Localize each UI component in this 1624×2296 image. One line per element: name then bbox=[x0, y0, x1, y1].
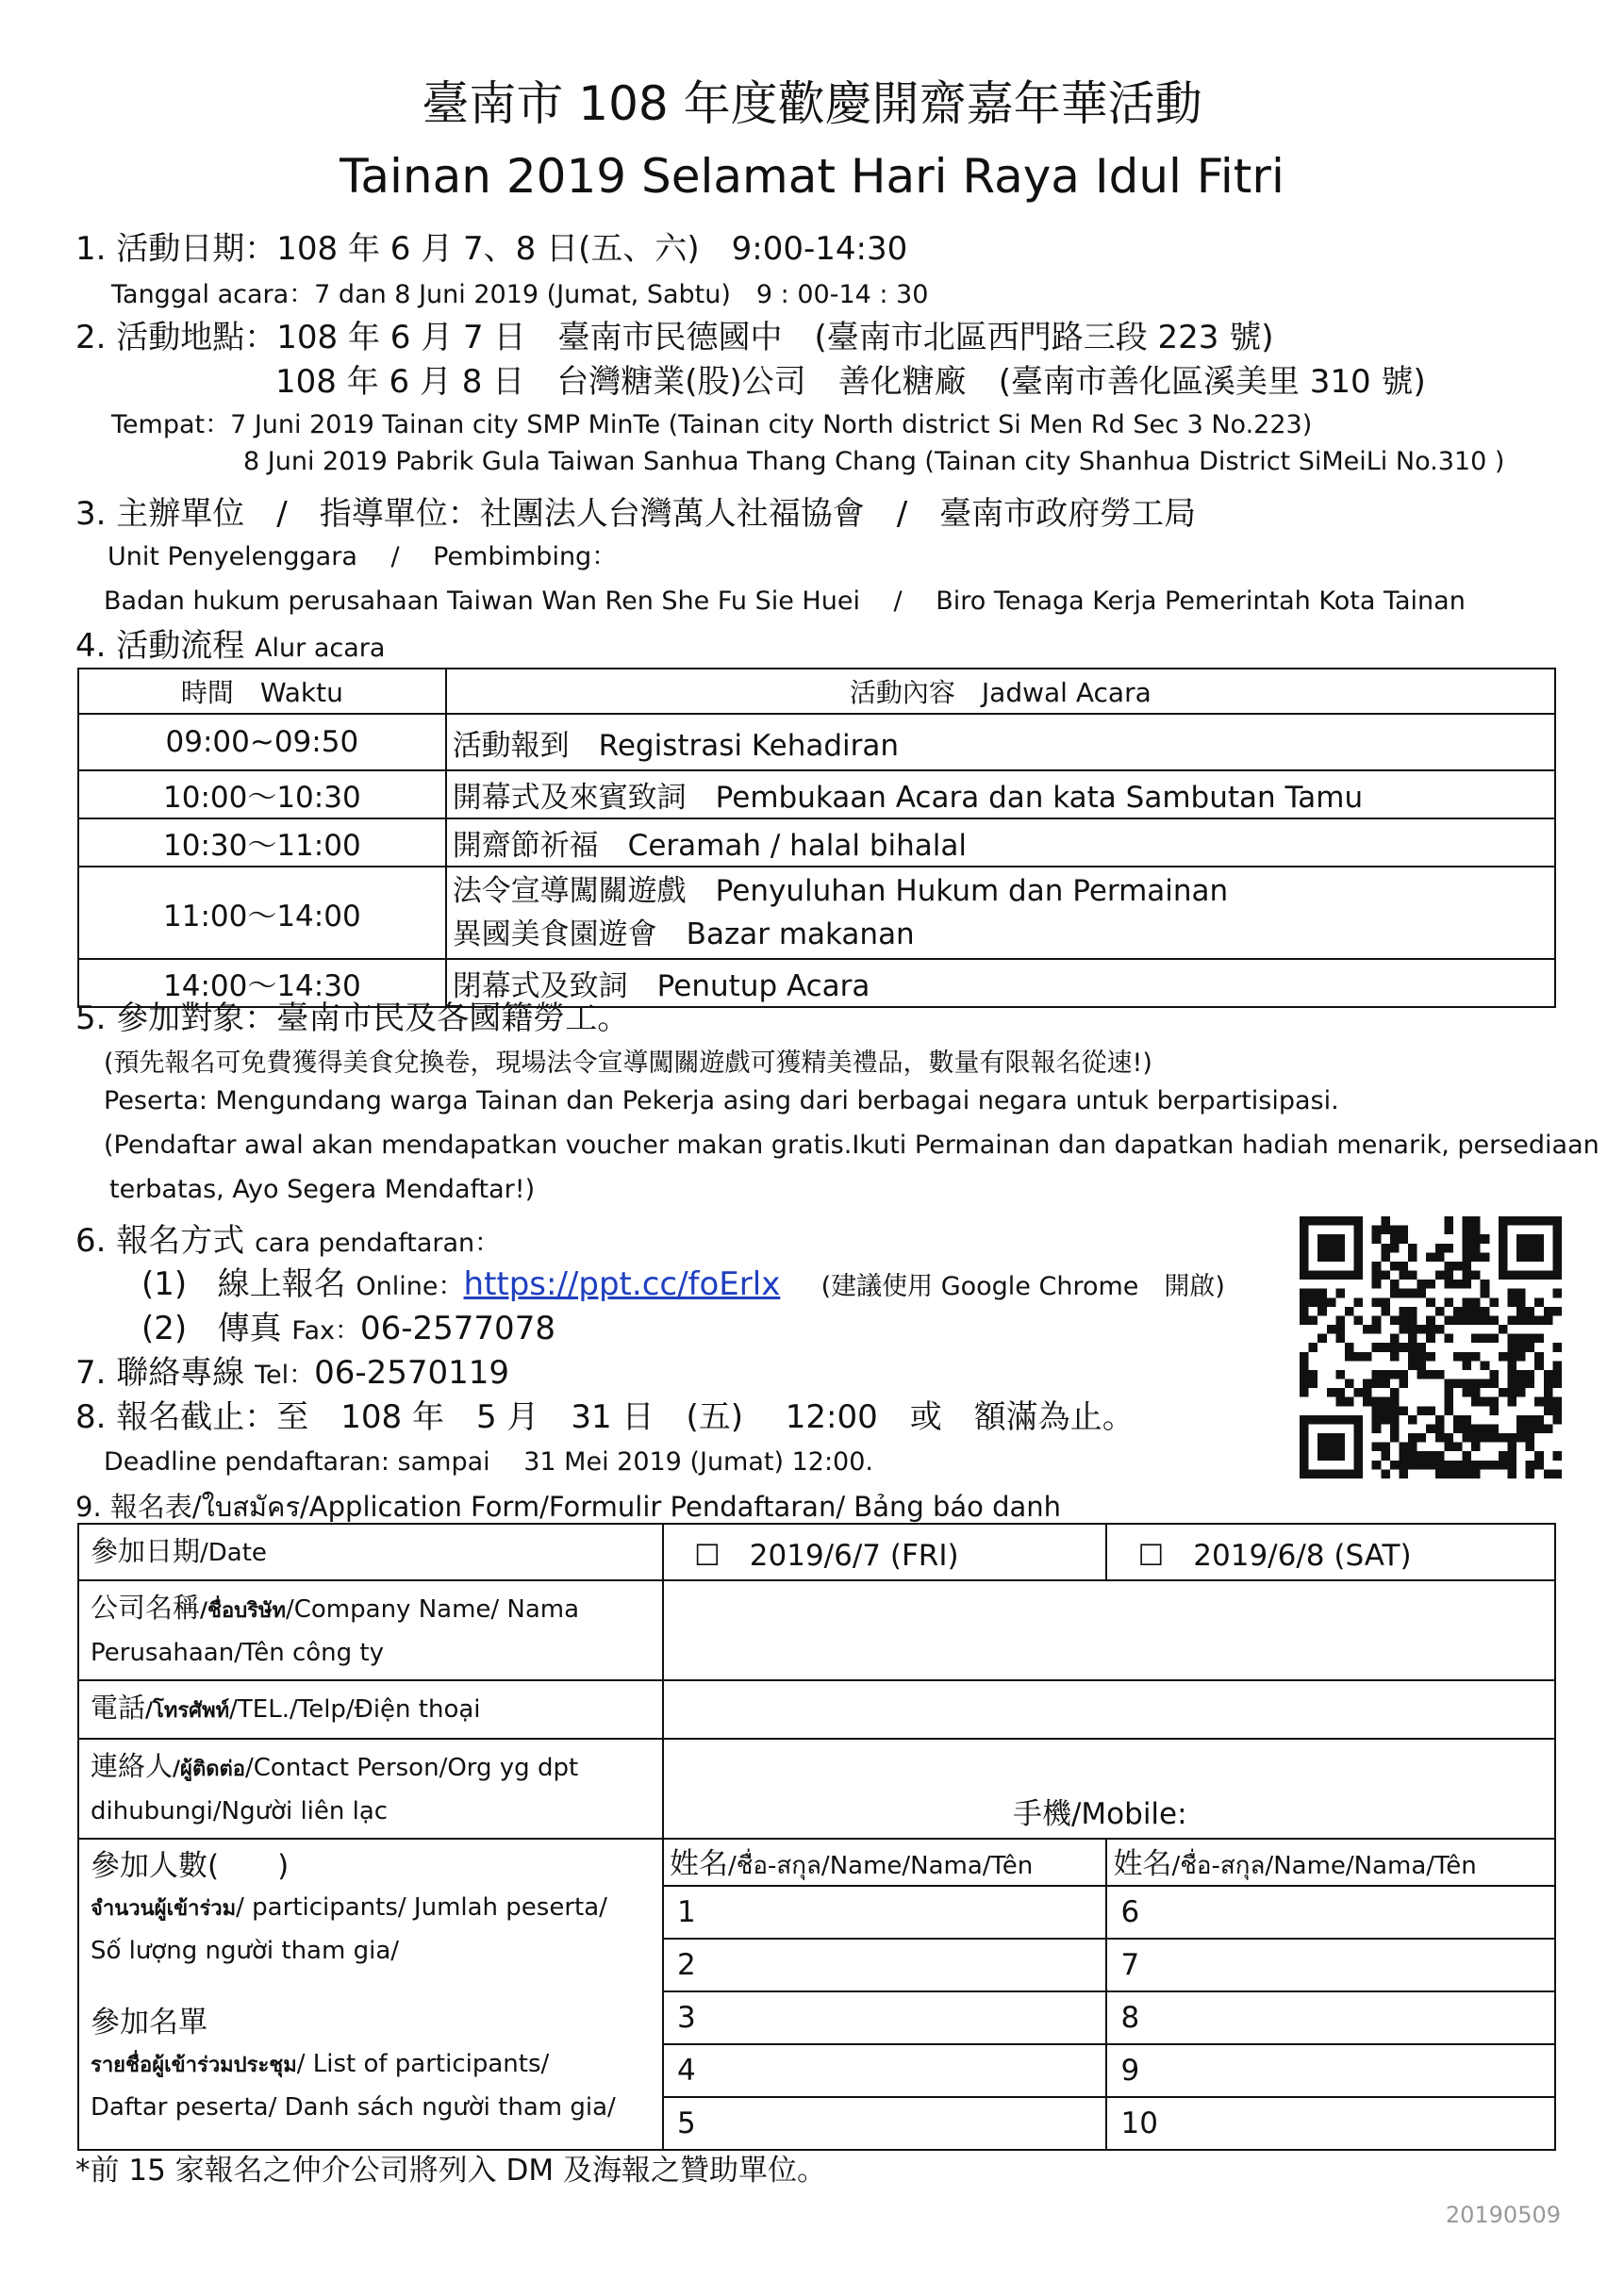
tel-label-en: /TEL./Telp/Điện thoại bbox=[229, 1695, 481, 1724]
company-label-line-2: Perusahaan/Tên công ty bbox=[91, 1639, 384, 1667]
participant-name-field[interactable] bbox=[663, 1886, 1107, 1939]
company-label bbox=[78, 1580, 663, 1680]
date-option-1[interactable]: ☐ 2019/6/7 (FRI) bbox=[663, 1524, 1107, 1580]
schedule-content-line-1: 法令宣導闖關遊戲 Penyuluhan Hukum dan Permainan bbox=[452, 874, 1229, 908]
sec5-participants-id-1: Peserta: Mengundang warga Tainan dan Pekerja asing dari berbagai negara untuk berpartisipasi. bbox=[104, 1086, 1339, 1115]
schedule-row bbox=[78, 770, 1555, 818]
sec3-organizer-id-1: Unit Penyelenggara / Pembimbing： bbox=[108, 542, 618, 571]
sec3-organizer-zh: 3. 主辦單位 / 指導單位：社團法人台灣萬人社福協會 / 臺南市政府勞工局 bbox=[75, 495, 1197, 533]
sec2-venue-id-1: Tempat：7 Juni 2019 Tainan city SMP MinTe (Tainan city North district Si Men Rd Sec 3 No.223) bbox=[111, 410, 1313, 439]
browser-note: (建議使用 Google Chrome 開啟) bbox=[820, 1272, 1225, 1301]
contact-label-line-1 bbox=[91, 1745, 651, 1791]
participant-number: 5 bbox=[676, 2106, 696, 2140]
sec5-participants-id-3: terbatas, Ayo Segera Mendaftar!) bbox=[109, 1175, 536, 1204]
fax-number: 06-2577078 bbox=[360, 1310, 555, 1347]
sec9-heading: 9. 報名表/ใบสมัคร/Application Form/Formulir Pendaftaran/ Bảng báo danh bbox=[75, 1491, 1062, 1523]
contact-input[interactable] bbox=[663, 1739, 1555, 1839]
list-label-zh: 參加名單 bbox=[91, 2006, 207, 2040]
option-number: (1) bbox=[141, 1265, 188, 1303]
participant-number: 2 bbox=[676, 1948, 696, 1982]
sec2-venue-id-2: 8 Juni 2019 Pabrik Gula Taiwan Sanhua Thang Chang (Tainan city Shanhua District SiMeiLi No.310 ) bbox=[243, 447, 1505, 476]
count-label-th: จำนวนผู้เข้าร่วม bbox=[91, 1897, 237, 1921]
tel-label-zh: 電話 bbox=[91, 1692, 146, 1724]
col-header-time: 時間 Waktu bbox=[78, 669, 446, 714]
qr-code-icon[interactable] bbox=[1300, 1216, 1562, 1478]
contact-label-zh: 連絡人 bbox=[91, 1750, 174, 1782]
count-label-line-2: Số lượng người tham gia/ bbox=[91, 1937, 400, 1965]
form-row-company bbox=[78, 1580, 1555, 1680]
col-header-content: 活動內容 Jadwal Acara bbox=[446, 669, 1555, 714]
application-form-table bbox=[77, 1523, 1556, 2151]
company-label-en: /Company Name/ Nama bbox=[285, 1595, 580, 1624]
sec5-participants-zh: 5. 參加對象：臺南市民及各國籍勞工。 bbox=[75, 999, 630, 1037]
participant-name-field[interactable] bbox=[663, 1939, 1107, 1991]
schedule-time: 14:00～14:30 bbox=[78, 959, 446, 1007]
contact-label bbox=[78, 1739, 663, 1839]
participant-name-field[interactable] bbox=[1106, 1939, 1555, 1991]
sec8-deadline-zh: 8. 報名截止：至 108 年 5 月 31 日 (五) 12:00 或 額滿為止。 bbox=[75, 1398, 1135, 1436]
date-label-en: /Date bbox=[200, 1539, 267, 1567]
schedule-row bbox=[78, 818, 1555, 867]
sec1-date-id: Tanggal acara：7 dan 8 Juni 2019 (Jumat, Sabtu) 9 : 00-14 : 30 bbox=[111, 280, 929, 309]
participant-name-field[interactable] bbox=[663, 1991, 1107, 2044]
participant-number: 7 bbox=[1120, 1948, 1140, 1982]
sec3-organizer-id-2: Badan hukum perusahaan Taiwan Wan Ren She Fu Sie Huei / Biro Tenaga Kerja Pemerintah Kota Tainan bbox=[104, 586, 1466, 616]
schedule-content: 閉幕式及致詞 Penutup Acara bbox=[446, 959, 1555, 1007]
schedule-row bbox=[78, 714, 1555, 770]
company-label-th: /ชื่อบริษัท bbox=[200, 1599, 286, 1623]
list-label-line-2: Daftar peserta/ Danh sách người tham gia/ bbox=[91, 2093, 616, 2122]
schedule-content bbox=[446, 867, 1555, 959]
schedule-time: 10:00～10:30 bbox=[78, 770, 446, 818]
sec4-heading-id: Alur acara bbox=[255, 634, 386, 663]
contact-label-line-2: dihubungi/Người liên lạc bbox=[91, 1797, 389, 1825]
count-label-line-1 bbox=[91, 1887, 651, 1930]
option-online-zh: 線上報名 bbox=[217, 1265, 346, 1303]
schedule-table bbox=[77, 668, 1556, 1008]
participant-number: 10 bbox=[1120, 2106, 1158, 2140]
sec4-heading bbox=[75, 619, 385, 666]
sec6-option-online bbox=[141, 1258, 1225, 1304]
date-label bbox=[78, 1524, 663, 1580]
company-label-zh: 公司名稱 bbox=[91, 1592, 201, 1624]
participant-number: 9 bbox=[1120, 2054, 1140, 2088]
list-label-line-1 bbox=[91, 2043, 651, 2087]
schedule-content-line-2: 異國美食園遊會 Bazar makanan bbox=[452, 917, 915, 951]
name-header-left bbox=[663, 1839, 1107, 1886]
name-header-rest: /ชื่อ-สกุล/Name/Nama/Tên bbox=[727, 1852, 1034, 1880]
participants-label bbox=[78, 1839, 663, 2150]
document-date: 20190509 bbox=[1445, 2202, 1561, 2228]
count-label-en: / participants/ Jumlah peserta/ bbox=[236, 1893, 607, 1922]
name-header-right bbox=[1106, 1839, 1555, 1886]
schedule-time: 10:30～11:00 bbox=[78, 818, 446, 867]
form-row-contact bbox=[78, 1739, 1555, 1839]
schedule-time: 11:00～14:00 bbox=[78, 867, 446, 959]
tel-label-th: /โทรศัพท์ bbox=[145, 1699, 230, 1723]
name-header-rest: /ชื่อ-สกุล/Name/Nama/Tên bbox=[1171, 1852, 1477, 1880]
sec6-option-fax bbox=[141, 1302, 555, 1348]
count-label-zh: 參加人數( ) bbox=[91, 1849, 290, 1883]
participant-number: 1 bbox=[676, 1895, 696, 1929]
option-online-en: Online： bbox=[356, 1272, 464, 1301]
list-label-en: / List of participants/ bbox=[296, 2050, 550, 2078]
title-zh: 臺南市 108 年度歡慶開齋嘉年華活動 bbox=[422, 76, 1202, 131]
participant-name-field[interactable] bbox=[1106, 1991, 1555, 2044]
option-number: (2) bbox=[141, 1310, 188, 1347]
participant-name-field[interactable] bbox=[1106, 2044, 1555, 2097]
contact-label-th: /ผู้ติดต่อ bbox=[173, 1758, 246, 1781]
sec5-participants-id-2: (Pendaftar awal akan mendapatkan voucher makan gratis.Ikuti Permainan dan dapatkan hadiah menarik, persediaan bbox=[104, 1131, 1599, 1160]
tel-input[interactable] bbox=[663, 1680, 1555, 1739]
footnote: *前 15 家報名之仲介公司將列入 DM 及海報之贊助單位。 bbox=[75, 2154, 826, 2188]
date-label-zh: 參加日期 bbox=[91, 1535, 201, 1567]
option-fax-zh: 傳真 bbox=[217, 1310, 282, 1347]
list-label-th: รายชื่อผู้เข้าร่วมประชุม bbox=[91, 2054, 297, 2077]
schedule-content: 開齋節祈福 Ceramah / halal bihalal bbox=[446, 818, 1555, 867]
contact-label-en: /Contact Person/Org yg dpt bbox=[245, 1754, 579, 1782]
sec7-contact bbox=[75, 1346, 509, 1393]
sec2-venue-zh-1: 2. 活動地點：108 年 6 月 7 日 臺南市民德國中 (臺南市北區西門路三段 223 號) bbox=[75, 319, 1274, 356]
participant-number: 8 bbox=[1120, 2001, 1140, 2035]
phone-number: 06-2570119 bbox=[314, 1354, 510, 1392]
participant-name-field[interactable] bbox=[663, 2044, 1107, 2097]
sec1-date-zh: 1. 活動日期：108 年 6 月 7、8 日(五、六) 9:00-14:30 bbox=[75, 230, 908, 268]
tel-label bbox=[78, 1680, 663, 1739]
name-header-zh: 姓名 bbox=[1113, 1847, 1172, 1881]
sec6-heading-id: cara pendaftaran： bbox=[255, 1229, 501, 1258]
schedule-header-row bbox=[78, 669, 1555, 714]
participant-number: 6 bbox=[1120, 1895, 1140, 1929]
option-fax-en: Fax： bbox=[291, 1316, 360, 1346]
participant-name-field[interactable] bbox=[663, 2097, 1107, 2150]
title-en: Tainan 2019 Selamat Hari Raya Idul Fitri bbox=[340, 149, 1284, 204]
participant-number: 3 bbox=[676, 2001, 696, 2035]
sec7-contact-en: Tel： bbox=[255, 1361, 315, 1390]
form-row-tel bbox=[78, 1680, 1555, 1739]
registration-link[interactable]: https://ppt.cc/foErlx bbox=[463, 1265, 781, 1303]
name-header-zh: 姓名 bbox=[669, 1847, 728, 1881]
sec6-heading-zh: 6. 報名方式 bbox=[75, 1222, 245, 1260]
participant-name-field[interactable] bbox=[1106, 1886, 1555, 1939]
sec6-heading bbox=[75, 1214, 500, 1261]
sec2-venue-zh-2: 108 年 6 月 8 日 台灣糖業(股)公司 善化糖廠 (臺南市善化區溪美里 310 號) bbox=[275, 363, 1426, 401]
schedule-time: 09:00~09:50 bbox=[78, 714, 446, 770]
mobile-label: 手機/Mobile: bbox=[1012, 1797, 1187, 1831]
schedule-row bbox=[78, 867, 1555, 959]
sec8-deadline-id: Deadline pendaftaran: sampai 31 Mei 2019 (Jumat) 12:00. bbox=[104, 1447, 873, 1477]
participant-name-field[interactable] bbox=[1106, 2097, 1555, 2150]
date-option-2[interactable]: ☐ 2019/6/8 (SAT) bbox=[1106, 1524, 1555, 1580]
sec4-heading-zh: 4. 活動流程 bbox=[75, 627, 245, 665]
schedule-content: 活動報到 Registrasi Kehadiran bbox=[446, 714, 1555, 770]
sec5-note-zh: (預先報名可免費獲得美食兌換卷，現場法令宣導闖關遊戲可獲精美禮品，數量有限報名從速!) bbox=[104, 1049, 1152, 1078]
company-input[interactable] bbox=[663, 1580, 1555, 1680]
schedule-content: 開幕式及來賓致詞 Pembukaan Acara dan kata Sambutan Tamu bbox=[446, 770, 1555, 818]
participant-number: 4 bbox=[676, 2054, 696, 2088]
form-row-names-header bbox=[78, 1839, 1555, 1886]
company-label-line-1 bbox=[91, 1587, 651, 1632]
sec7-contact-zh: 7. 聯絡專線 bbox=[75, 1354, 245, 1392]
form-row-date bbox=[78, 1524, 1555, 1580]
